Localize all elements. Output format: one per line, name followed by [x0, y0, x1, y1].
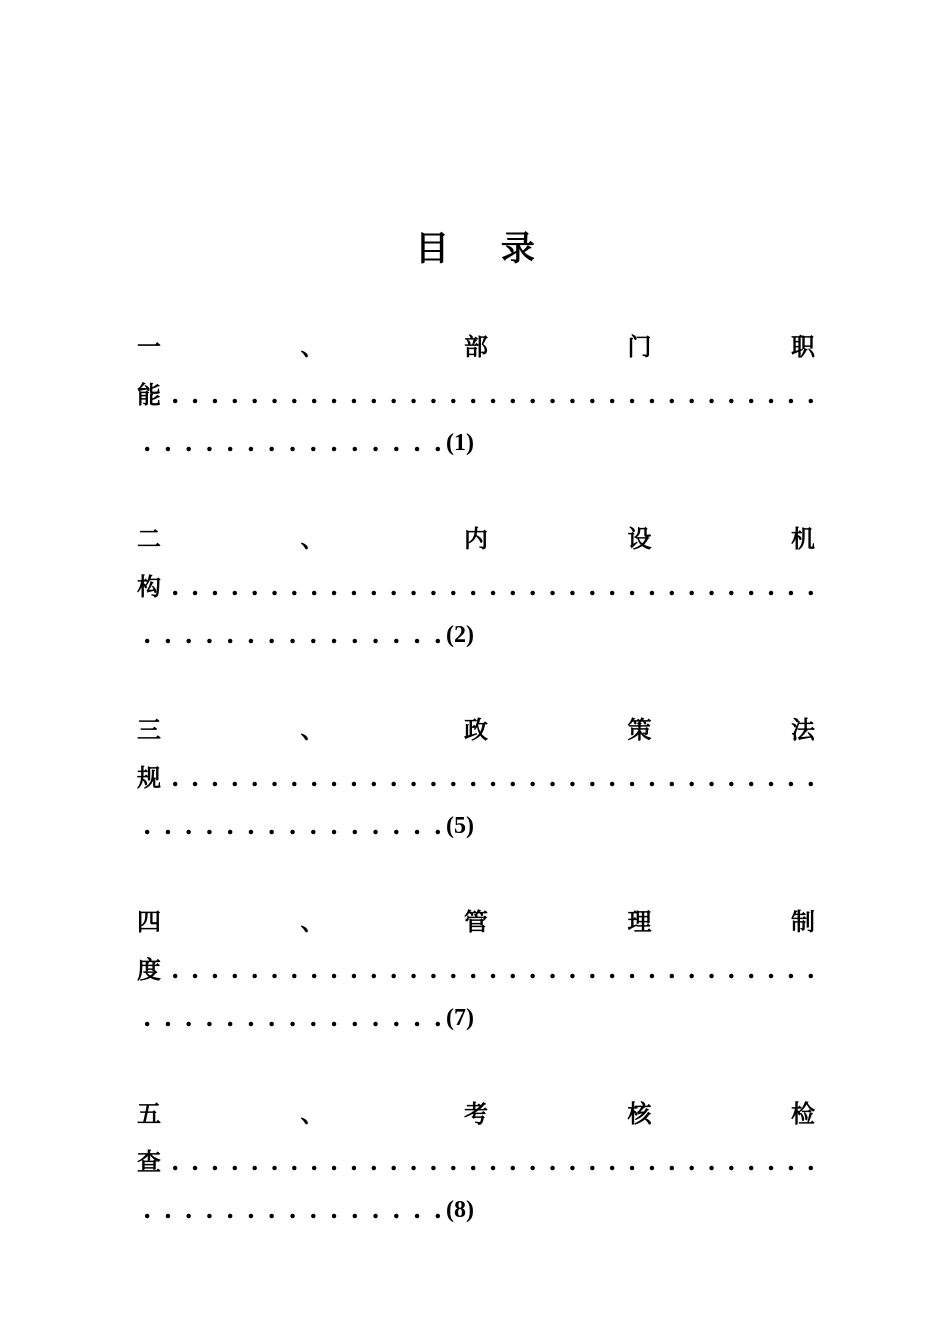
heading-char: 考 [464, 1099, 488, 1128]
heading-char: 二 [137, 524, 161, 553]
heading-char: 内 [464, 524, 488, 553]
heading-char: 、 [300, 715, 325, 744]
dot-leader: . . . . . . . . . . . . . . . . . . . . . . . . . . . . . . . . . [171, 380, 815, 409]
toc-entry-leader-line [137, 563, 815, 611]
toc-entry-page-line [137, 802, 815, 850]
heading-char: 策 [627, 715, 652, 744]
toc-entry-page-line [137, 994, 815, 1042]
heading-char: 查 [137, 1147, 161, 1176]
heading-char: 五 [137, 1099, 161, 1128]
heading-char: 设 [627, 524, 652, 553]
heading-char: 制 [791, 907, 815, 936]
dot-leader: . . . . . . . . . . . . . . . . . . . . . . . . . . . . . . . . . [171, 1147, 815, 1176]
dot-leader: . . . . . . . . . . . . . . . [143, 1003, 442, 1032]
dot-leader: . . . . . . . . . . . . . . . [143, 428, 442, 457]
toc-entry-leader-line [137, 946, 815, 994]
heading-char: 管 [464, 907, 488, 936]
toc-entry[interactable] [137, 1090, 815, 1234]
toc-entry-page-line [137, 419, 815, 467]
heading-char: 门 [627, 332, 652, 361]
heading-char: 四 [137, 907, 161, 936]
heading-char: 构 [137, 572, 161, 601]
toc-entry-heading [137, 515, 815, 563]
heading-char: 政 [464, 715, 488, 744]
toc-entry-leader-line [137, 371, 815, 419]
toc-entry-heading [137, 706, 815, 754]
heading-char: 一 [137, 332, 161, 361]
page-number: (5) [446, 813, 474, 839]
heading-char: 理 [627, 907, 652, 936]
heading-char: 、 [300, 332, 325, 361]
dot-leader: . . . . . . . . . . . . . . . [143, 620, 442, 649]
heading-char: 三 [137, 715, 161, 744]
toc-entry-leader-line [137, 754, 815, 802]
dot-leader: . . . . . . . . . . . . . . . [143, 1195, 442, 1224]
heading-char: 能 [137, 380, 161, 409]
dot-leader: . . . . . . . . . . . . . . . . . . . . . . . . . . . . . . . . . [171, 572, 815, 601]
toc-entry[interactable] [137, 706, 815, 850]
heading-char: 规 [137, 763, 161, 792]
toc-entry[interactable] [137, 515, 815, 659]
heading-char: 法 [791, 715, 815, 744]
heading-char: 、 [300, 907, 325, 936]
heading-char: 部 [464, 332, 488, 361]
page-number: (7) [446, 1005, 474, 1031]
heading-char: 核 [627, 1099, 652, 1128]
dot-leader: . . . . . . . . . . . . . . . . . . . . . . . . . . . . . . . . . [171, 955, 815, 984]
page-number: (2) [446, 622, 474, 648]
toc-entry[interactable] [137, 323, 815, 467]
dot-leader: . . . . . . . . . . . . . . . . . . . . . . . . . . . . . . . . . [171, 763, 815, 792]
toc-entry-leader-line [137, 1138, 815, 1186]
toc-title: 目 录 [415, 229, 555, 269]
toc-entry-page-line [137, 1186, 815, 1234]
toc-entry-heading [137, 323, 815, 371]
heading-char: 检 [791, 1099, 815, 1128]
toc-entry-page-line [137, 611, 815, 659]
toc-entry[interactable] [137, 898, 815, 1042]
heading-char: 、 [300, 524, 325, 553]
heading-char: 职 [791, 332, 815, 361]
page-number: (8) [446, 1197, 474, 1223]
heading-char: 机 [791, 524, 815, 553]
toc-entry-heading [137, 898, 815, 946]
heading-char: 、 [300, 1099, 325, 1128]
page-number: (1) [446, 430, 474, 456]
dot-leader: . . . . . . . . . . . . . . . [143, 811, 442, 840]
toc-entry-heading [137, 1090, 815, 1138]
heading-char: 度 [137, 955, 161, 984]
